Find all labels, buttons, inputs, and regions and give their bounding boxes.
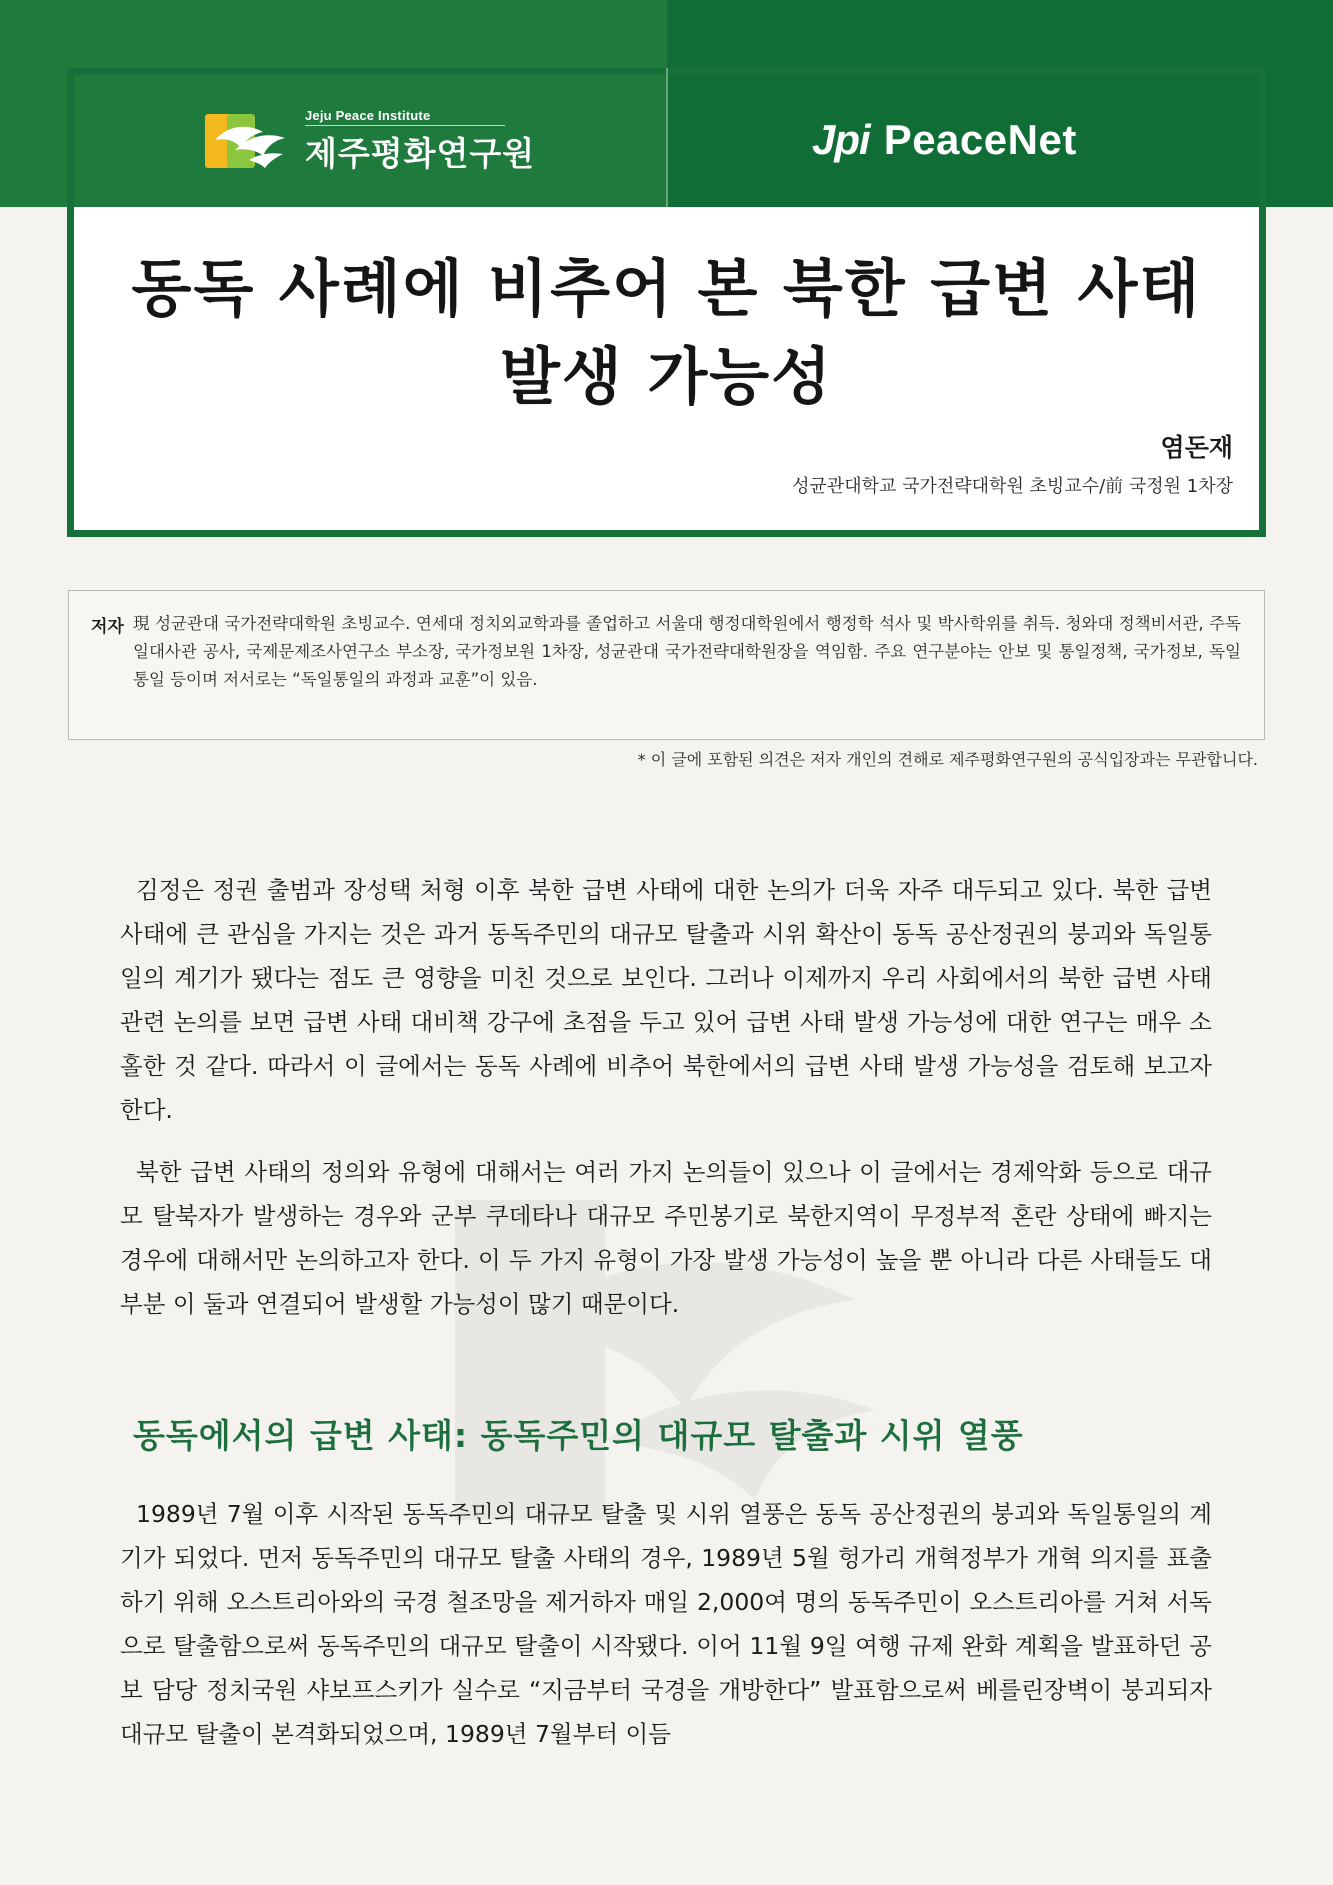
peacenet-logo <box>812 116 1077 164</box>
body-paragraph-2: 북한 급변 사태의 정의와 유형에 대해서는 여러 가지 논의들이 있으나 이 글에서는 경제악화 등으로 대규모 탈북자가 발생하는 경우와 군부 쿠데타나 대규모 주민봉기로 북한지역이 무정부적 혼란 상태에 빠지는 경우에 대해서만 논의하고자 한다. 이 두 가지 유형이 가장 발생 가능성이 높을 뿐 아니라 다른 사태들도 대부분 이 둘과 연결되어 발생할 가능성이 많기 때문이다. <box>120 1158 1212 1318</box>
disclaimer: * 이 글에 포함된 의견은 저자 개인의 견해로 제주평화연구원의 공식입장과는 무관합니다. <box>637 750 1258 769</box>
jeju-peace-institute-logo <box>205 108 535 174</box>
header-divider <box>666 68 668 207</box>
author-affiliation: 성균관대학교 국가전략대학원 초빙교수/前 국정원 1차장 <box>792 476 1233 497</box>
jpi-mark: Jpi <box>812 116 870 163</box>
dove-logo-icon <box>205 110 293 172</box>
bio-label: 저자 <box>91 617 124 637</box>
peacenet-wordmark: PeaceNet <box>883 116 1077 163</box>
section-paragraph: 1989년 7월 이후 시작된 동독주민의 대규모 탈출 및 시위 열풍은 동독 공산정권의 붕괴와 독일통일의 계기가 되었다. 먼저 동독주민의 대규모 탈출 사태의 경우, 1989년 5월 헝가리 개혁정부가 개혁 의지를 표출하기 위해 오스트리아와의 국경 철조망을 제거하자 매일 2,000여 명의 동독주민이 오스트리아를 거쳐 서독으로 탈출함으로써 동독주민의 대규모 탈출이 시작됐다. 이어 11월 9일 여행 규제 완화 계획을 발표하던 공보 담당 정치국원 샤보프스키가 실수로 “지금부터 국경을 개방한다” 발표함으로써 베를린장벽이 붕괴되자 대규모 탈출이 본격화되었으며, 1989년 7월부터 이듬 <box>120 1500 1212 1748</box>
title-line-1: 동독 사례에 비추어 본 북한 급변 사태 <box>131 252 1202 325</box>
bio-text: 現 성균관대 국가전략대학원 초빙교수. 연세대 정치외교학과를 졸업하고 서울대 행정대학원에서 행정학 석사 및 박사학위를 취득. 청와대 정책비서관, 주독일대사관 공사, 국제문제조사연구소 부소장, 국가정보원 1차장, 성균관대 국가전략대학원장을 역임함. 주요 연구분야는 안보 및 통일정책, 국가정보, 독일통일 등이며 저서로는 “독일통일의 과정과 교훈”이 있음. <box>133 614 1241 689</box>
body-paragraph-1: 김정은 정권 출범과 장성택 처형 이후 북한 급변 사태에 대한 논의가 더욱 자주 대두되고 있다. 북한 급변 사태에 큰 관심을 가지는 것은 과거 동독주민의 대규모 탈출과 시위 확산이 동독 공산정권의 붕괴와 독일통일의 계기가 됐다는 점도 큰 영향을 미친 것으로 보인다. 그러나 이제까지 우리 사회에서의 북한 급변 사태 관련 논의를 보면 급변 사태 대비책 강구에 초점을 두고 있어 급변 사태 발생 가능성에 대한 연구는 매우 소홀한 것 같다. 따라서 이 글에서는 동독 사례에 비추어 북한에서의 급변 사태 발생 가능성을 검토해 보고자 한다. <box>120 876 1212 1124</box>
author-name: 염돈재 <box>1160 433 1233 462</box>
title-line-2: 발생 가능성 <box>499 340 834 413</box>
section-heading: 동독에서의 급변 사태: 동독주민의 대규모 탈출과 시위 열풍 <box>133 1416 1024 1455</box>
logo-korean-name: 제주평화연구원 <box>305 133 536 173</box>
page-title <box>90 245 1243 421</box>
logo-english-name: Jeju Peace Institute <box>305 108 505 126</box>
